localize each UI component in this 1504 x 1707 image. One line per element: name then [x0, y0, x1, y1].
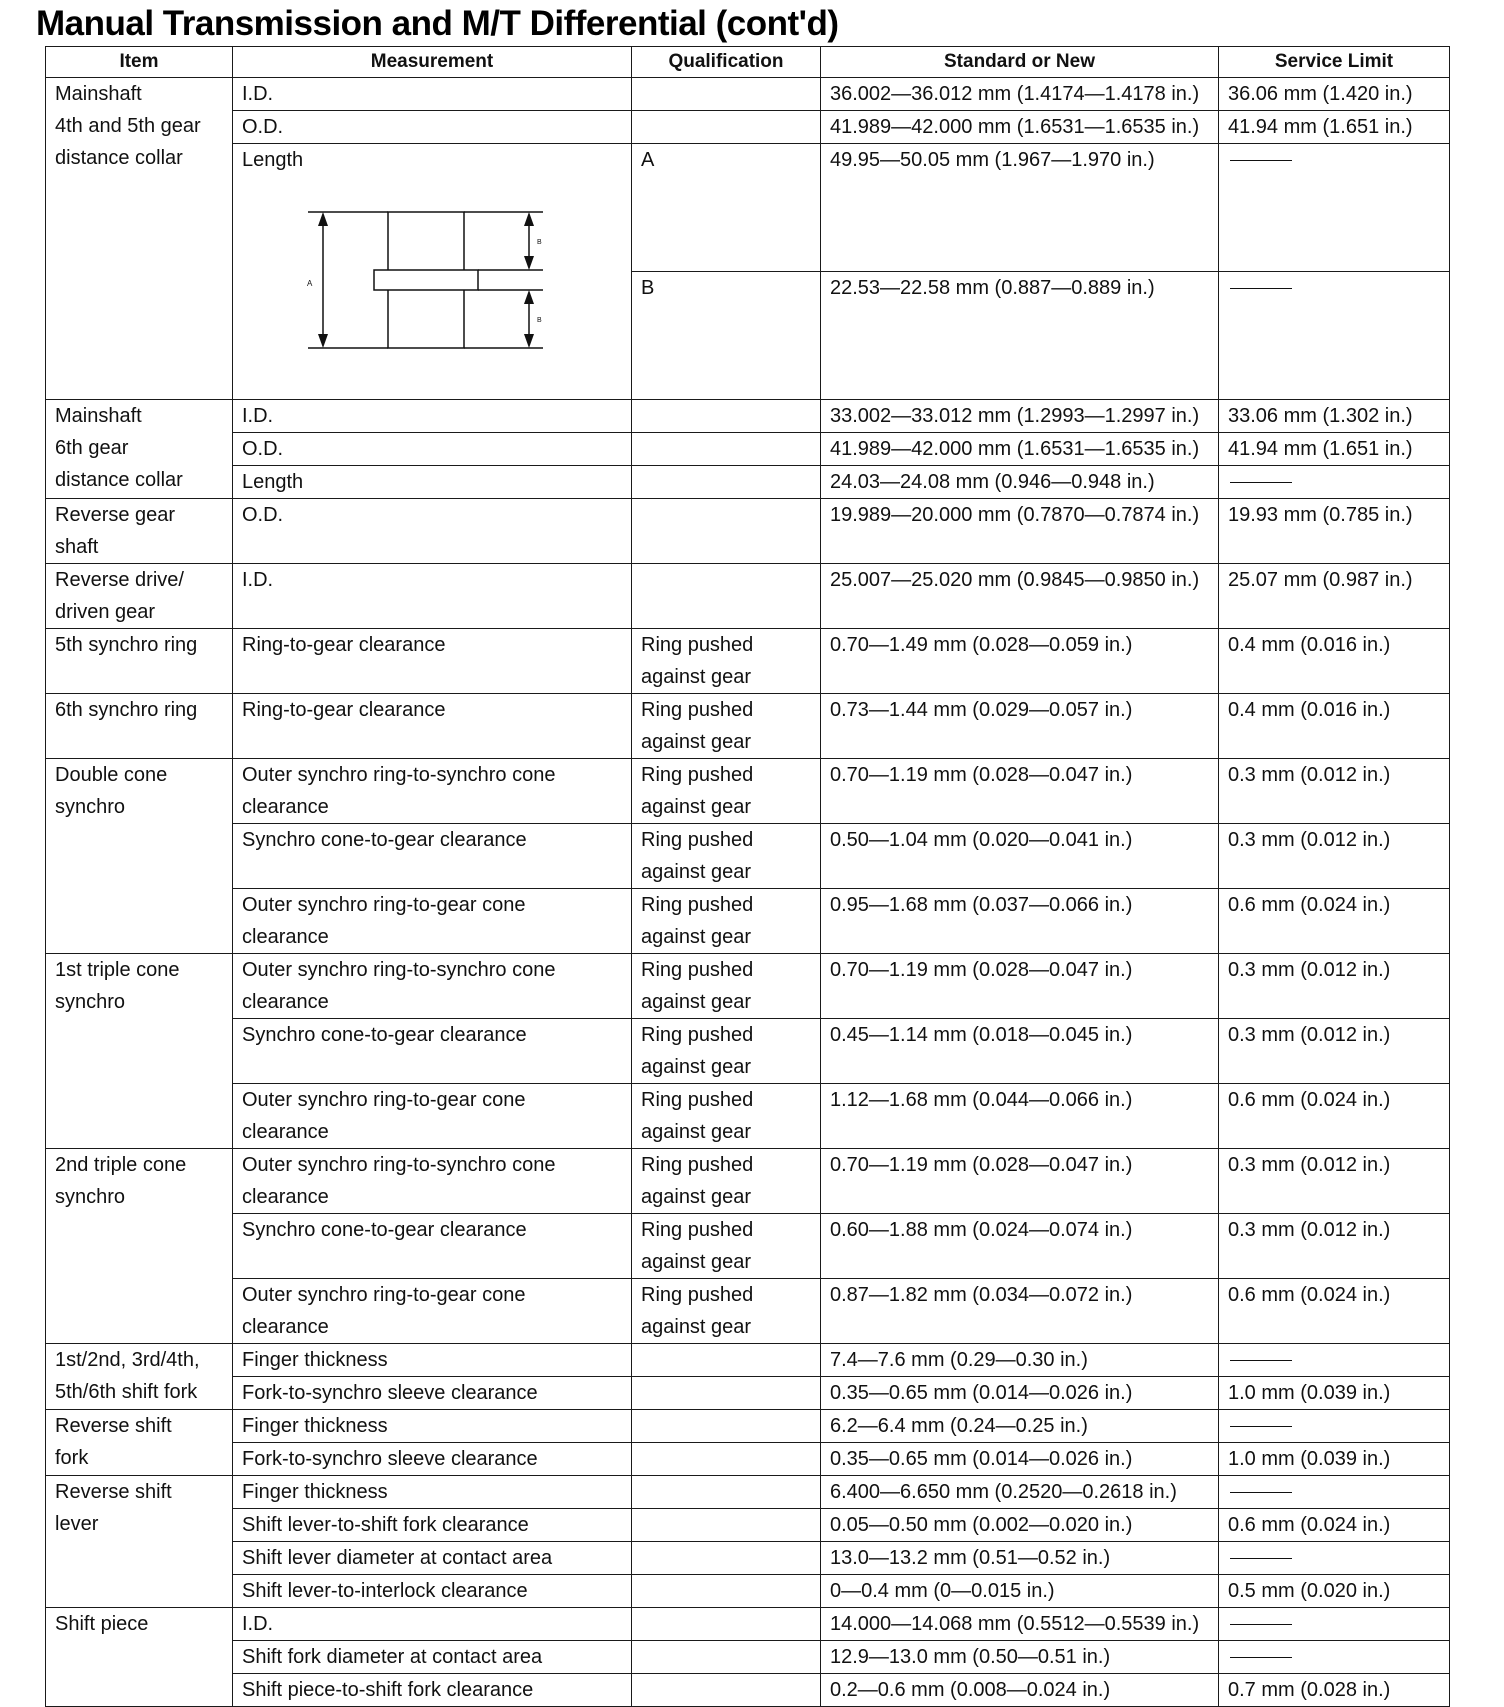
- item-cell: Reverse drive/ driven gear: [46, 564, 233, 629]
- table-row: [46, 564, 1450, 629]
- standard-cell: 1.12—1.68 mm (0.044—0.066 in.): [821, 1084, 1219, 1149]
- table-row: [46, 1214, 1450, 1279]
- table-row: [46, 78, 1450, 111]
- distance-collar-diagram: [293, 208, 553, 358]
- service-limit-cell: 19.93 mm (0.785 in.): [1219, 499, 1450, 564]
- item-cell: 5th synchro ring: [46, 629, 233, 694]
- service-limit-cell: [1219, 1608, 1450, 1641]
- qualification-cell: [632, 1344, 821, 1377]
- standard-cell: 0.70—1.49 mm (0.028—0.059 in.): [821, 629, 1219, 694]
- measurement-cell: Shift fork diameter at contact area: [233, 1641, 632, 1674]
- measurement-cell: O.D.: [233, 499, 632, 564]
- measurement-cell: Fork-to-synchro sleeve clearance: [233, 1443, 632, 1476]
- service-limit-cell: 0.3 mm (0.012 in.): [1219, 759, 1450, 824]
- measurement-cell: O.D.: [233, 111, 632, 144]
- standard-cell: 0.95—1.68 mm (0.037—0.066 in.): [821, 889, 1219, 954]
- measurement-cell: Ring-to-gear clearance: [233, 694, 632, 759]
- measurement-cell: Finger thickness: [233, 1476, 632, 1509]
- measurement-cell: Outer synchro ring-to-gear cone clearance: [233, 1279, 632, 1344]
- service-limit-cell: [1219, 144, 1450, 272]
- standard-cell: 0.45—1.14 mm (0.018—0.045 in.): [821, 1019, 1219, 1084]
- qualification-cell: Ring pushed against gear: [632, 889, 821, 954]
- qualification-cell: [632, 1575, 821, 1608]
- measurement-cell: Ring-to-gear clearance: [233, 629, 632, 694]
- table-row: [46, 1279, 1450, 1344]
- qualification-cell: [632, 1641, 821, 1674]
- no-limit-dash: [1230, 482, 1292, 483]
- table-row: [46, 889, 1450, 954]
- measurement-cell: Shift lever-to-interlock clearance: [233, 1575, 632, 1608]
- standard-cell: 0.70—1.19 mm (0.028—0.047 in.): [821, 954, 1219, 1019]
- qualification-cell: [632, 1377, 821, 1410]
- measurement-cell: Outer synchro ring-to-gear cone clearance: [233, 889, 632, 954]
- qualification-cell: [632, 499, 821, 564]
- header-standard: Standard or New: [821, 47, 1219, 78]
- header-measurement: Measurement: [233, 47, 632, 78]
- specification-table: [45, 46, 1450, 1707]
- table-row: [46, 629, 1450, 694]
- table-row: [46, 499, 1450, 564]
- qualification-cell: [632, 1608, 821, 1641]
- service-limit-cell: [1219, 466, 1450, 499]
- service-limit-cell: [1219, 272, 1450, 400]
- qualification-cell: Ring pushed against gear: [632, 759, 821, 824]
- service-limit-cell: 0.5 mm (0.020 in.): [1219, 1575, 1450, 1608]
- table-row: [46, 1149, 1450, 1214]
- item-cell: Reverse shift fork: [46, 1410, 233, 1476]
- table-row: [46, 1674, 1450, 1707]
- service-limit-cell: 41.94 mm (1.651 in.): [1219, 111, 1450, 144]
- table-row: [46, 1443, 1450, 1476]
- measurement-cell: O.D.: [233, 433, 632, 466]
- qualification-cell: [632, 1542, 821, 1575]
- table-row: [46, 1019, 1450, 1084]
- no-limit-dash: [1230, 288, 1292, 289]
- standard-cell: 0.35—0.65 mm (0.014—0.026 in.): [821, 1443, 1219, 1476]
- standard-cell: 0.2—0.6 mm (0.008—0.024 in.): [821, 1674, 1219, 1707]
- table-row: [46, 400, 1450, 433]
- service-limit-cell: [1219, 1641, 1450, 1674]
- measurement-cell: Outer synchro ring-to-synchro cone clearance: [233, 954, 632, 1019]
- qualification-cell: [632, 1509, 821, 1542]
- qualification-cell: Ring pushed against gear: [632, 1019, 821, 1084]
- measurement-cell: I.D.: [233, 400, 632, 433]
- standard-cell: 0.73—1.44 mm (0.029—0.057 in.): [821, 694, 1219, 759]
- dimension-label-b-top: B: [537, 239, 542, 246]
- table-row: [46, 759, 1450, 824]
- dimension-label-a: A: [307, 279, 313, 288]
- standard-cell: 49.95—50.05 mm (1.967—1.970 in.): [821, 144, 1219, 272]
- table-row: [46, 433, 1450, 466]
- table-row: [46, 1575, 1450, 1608]
- standard-cell: 0.87—1.82 mm (0.034—0.072 in.): [821, 1279, 1219, 1344]
- table-row: [46, 1608, 1450, 1641]
- no-limit-dash: [1230, 1426, 1292, 1427]
- qualification-cell: Ring pushed against gear: [632, 954, 821, 1019]
- header-qualification: Qualification: [632, 47, 821, 78]
- table-row: [46, 1641, 1450, 1674]
- page-title: Manual Transmission and M/T Differential (cont'd): [36, 4, 839, 43]
- no-limit-dash: [1230, 1657, 1292, 1658]
- no-limit-dash: [1230, 1624, 1292, 1625]
- table-row: [46, 1509, 1450, 1542]
- header-service-limit: Service Limit: [1219, 47, 1450, 78]
- service-limit-cell: 1.0 mm (0.039 in.): [1219, 1443, 1450, 1476]
- qualification-cell: Ring pushed against gear: [632, 694, 821, 759]
- length-diagram-cell: [233, 144, 632, 400]
- qualification-cell: [632, 433, 821, 466]
- measurement-cell: Synchro cone-to-gear clearance: [233, 1019, 632, 1084]
- table-row: [46, 694, 1450, 759]
- dimension-label-b-bottom: B: [537, 317, 542, 324]
- standard-cell: 0.35—0.65 mm (0.014—0.026 in.): [821, 1377, 1219, 1410]
- item-cell: 2nd triple cone synchro: [46, 1149, 233, 1344]
- service-limit-cell: [1219, 1542, 1450, 1575]
- table-row: [46, 1476, 1450, 1509]
- measurement-cell: Finger thickness: [233, 1344, 632, 1377]
- standard-cell: 22.53—22.58 mm (0.887—0.889 in.): [821, 272, 1219, 400]
- qualification-cell: [632, 1443, 821, 1476]
- qualification-cell: Ring pushed against gear: [632, 629, 821, 694]
- no-limit-dash: [1230, 1360, 1292, 1361]
- service-limit-cell: [1219, 1344, 1450, 1377]
- qualification-cell: Ring pushed against gear: [632, 1214, 821, 1279]
- service-limit-cell: 0.3 mm (0.012 in.): [1219, 824, 1450, 889]
- no-limit-dash: [1230, 1492, 1292, 1493]
- item-cell: 1st/2nd, 3rd/4th, 5th/6th shift fork: [46, 1344, 233, 1410]
- item-cell: Double cone synchro: [46, 759, 233, 954]
- standard-cell: 7.4—7.6 mm (0.29—0.30 in.): [821, 1344, 1219, 1377]
- standard-cell: 14.000—14.068 mm (0.5512—0.5539 in.): [821, 1608, 1219, 1641]
- table-row: [46, 824, 1450, 889]
- service-limit-cell: 0.4 mm (0.016 in.): [1219, 694, 1450, 759]
- service-limit-cell: 0.3 mm (0.012 in.): [1219, 954, 1450, 1019]
- service-limit-cell: [1219, 1410, 1450, 1443]
- qualification-cell: Ring pushed against gear: [632, 1279, 821, 1344]
- measurement-cell: Outer synchro ring-to-synchro cone clearance: [233, 759, 632, 824]
- service-limit-cell: [1219, 1476, 1450, 1509]
- service-limit-cell: 33.06 mm (1.302 in.): [1219, 400, 1450, 433]
- header-row: [46, 47, 1450, 78]
- table-row: [46, 466, 1450, 499]
- qualification-cell: [632, 111, 821, 144]
- standard-cell: 6.2—6.4 mm (0.24—0.25 in.): [821, 1410, 1219, 1443]
- service-limit-cell: 0.6 mm (0.024 in.): [1219, 1509, 1450, 1542]
- service-limit-cell: 0.3 mm (0.012 in.): [1219, 1149, 1450, 1214]
- no-limit-dash: [1230, 160, 1292, 161]
- standard-cell: 0.05—0.50 mm (0.002—0.020 in.): [821, 1509, 1219, 1542]
- standard-cell: 25.007—25.020 mm (0.9845—0.9850 in.): [821, 564, 1219, 629]
- standard-cell: 0—0.4 mm (0—0.015 in.): [821, 1575, 1219, 1608]
- table-row: [46, 954, 1450, 1019]
- item-cell: Mainshaft 6th gear distance collar: [46, 400, 233, 499]
- no-limit-dash: [1230, 1558, 1292, 1559]
- header-item: Item: [46, 47, 233, 78]
- service-limit-cell: 41.94 mm (1.651 in.): [1219, 433, 1450, 466]
- service-limit-cell: 0.6 mm (0.024 in.): [1219, 1279, 1450, 1344]
- qualification-cell: [632, 1410, 821, 1443]
- table-row: [46, 1344, 1450, 1377]
- item-cell: Reverse shift lever: [46, 1476, 233, 1608]
- standard-cell: 41.989—42.000 mm (1.6531—1.6535 in.): [821, 111, 1219, 144]
- qualification-cell: B: [632, 272, 821, 400]
- qualification-cell: Ring pushed against gear: [632, 824, 821, 889]
- standard-cell: 24.03—24.08 mm (0.946—0.948 in.): [821, 466, 1219, 499]
- standard-cell: 0.50—1.04 mm (0.020—0.041 in.): [821, 824, 1219, 889]
- item-cell: Reverse gear shaft: [46, 499, 233, 564]
- measurement-cell: Shift lever diameter at contact area: [233, 1542, 632, 1575]
- measurement-label: Length: [242, 149, 304, 171]
- service-limit-cell: 36.06 mm (1.420 in.): [1219, 78, 1450, 111]
- standard-cell: 0.70—1.19 mm (0.028—0.047 in.): [821, 759, 1219, 824]
- measurement-cell: I.D.: [233, 78, 632, 111]
- standard-cell: 13.0—13.2 mm (0.51—0.52 in.): [821, 1542, 1219, 1575]
- table-row: [46, 1377, 1450, 1410]
- qualification-cell: Ring pushed against gear: [632, 1084, 821, 1149]
- measurement-cell: Finger thickness: [233, 1410, 632, 1443]
- item-cell: Shift piece: [46, 1608, 233, 1707]
- standard-cell: 6.400—6.650 mm (0.2520—0.2618 in.): [821, 1476, 1219, 1509]
- table-row: [46, 1084, 1450, 1149]
- qualification-cell: [632, 1674, 821, 1707]
- qualification-cell: [632, 564, 821, 629]
- service-limit-cell: 1.0 mm (0.039 in.): [1219, 1377, 1450, 1410]
- qualification-cell: [632, 1476, 821, 1509]
- service-limit-cell: 0.4 mm (0.016 in.): [1219, 629, 1450, 694]
- measurement-cell: Length: [233, 466, 632, 499]
- qualification-cell: Ring pushed against gear: [632, 1149, 821, 1214]
- measurement-cell: Shift lever-to-shift fork clearance: [233, 1509, 632, 1542]
- measurement-cell: Synchro cone-to-gear clearance: [233, 824, 632, 889]
- measurement-cell: I.D.: [233, 1608, 632, 1641]
- standard-cell: 0.60—1.88 mm (0.024—0.074 in.): [821, 1214, 1219, 1279]
- qualification-cell: [632, 78, 821, 111]
- table-row: [46, 1410, 1450, 1443]
- service-limit-cell: 0.6 mm (0.024 in.): [1219, 889, 1450, 954]
- measurement-cell: I.D.: [233, 564, 632, 629]
- table-row: [46, 1542, 1450, 1575]
- table-row: [46, 111, 1450, 144]
- measurement-cell: Fork-to-synchro sleeve clearance: [233, 1377, 632, 1410]
- item-cell: 1st triple cone synchro: [46, 954, 233, 1149]
- qualification-cell: A: [632, 144, 821, 272]
- measurement-cell: Shift piece-to-shift fork clearance: [233, 1674, 632, 1707]
- qualification-cell: [632, 400, 821, 433]
- service-limit-cell: 0.6 mm (0.024 in.): [1219, 1084, 1450, 1149]
- standard-cell: 19.989—20.000 mm (0.7870—0.7874 in.): [821, 499, 1219, 564]
- standard-cell: 36.002—36.012 mm (1.4174—1.4178 in.): [821, 78, 1219, 111]
- standard-cell: 33.002—33.012 mm (1.2993—1.2997 in.): [821, 400, 1219, 433]
- measurement-cell: Synchro cone-to-gear clearance: [233, 1214, 632, 1279]
- measurement-cell: Outer synchro ring-to-synchro cone clearance: [233, 1149, 632, 1214]
- table-row: [46, 144, 1450, 272]
- qualification-cell: [632, 466, 821, 499]
- standard-cell: 0.70—1.19 mm (0.028—0.047 in.): [821, 1149, 1219, 1214]
- service-limit-cell: 25.07 mm (0.987 in.): [1219, 564, 1450, 629]
- service-limit-cell: 0.7 mm (0.028 in.): [1219, 1674, 1450, 1707]
- measurement-cell: Outer synchro ring-to-gear cone clearance: [233, 1084, 632, 1149]
- standard-cell: 12.9—13.0 mm (0.50—0.51 in.): [821, 1641, 1219, 1674]
- item-cell: 6th synchro ring: [46, 694, 233, 759]
- service-limit-cell: 0.3 mm (0.012 in.): [1219, 1019, 1450, 1084]
- service-limit-cell: 0.3 mm (0.012 in.): [1219, 1214, 1450, 1279]
- standard-cell: 41.989—42.000 mm (1.6531—1.6535 in.): [821, 433, 1219, 466]
- item-cell: Mainshaft 4th and 5th gear distance collar: [46, 78, 233, 400]
